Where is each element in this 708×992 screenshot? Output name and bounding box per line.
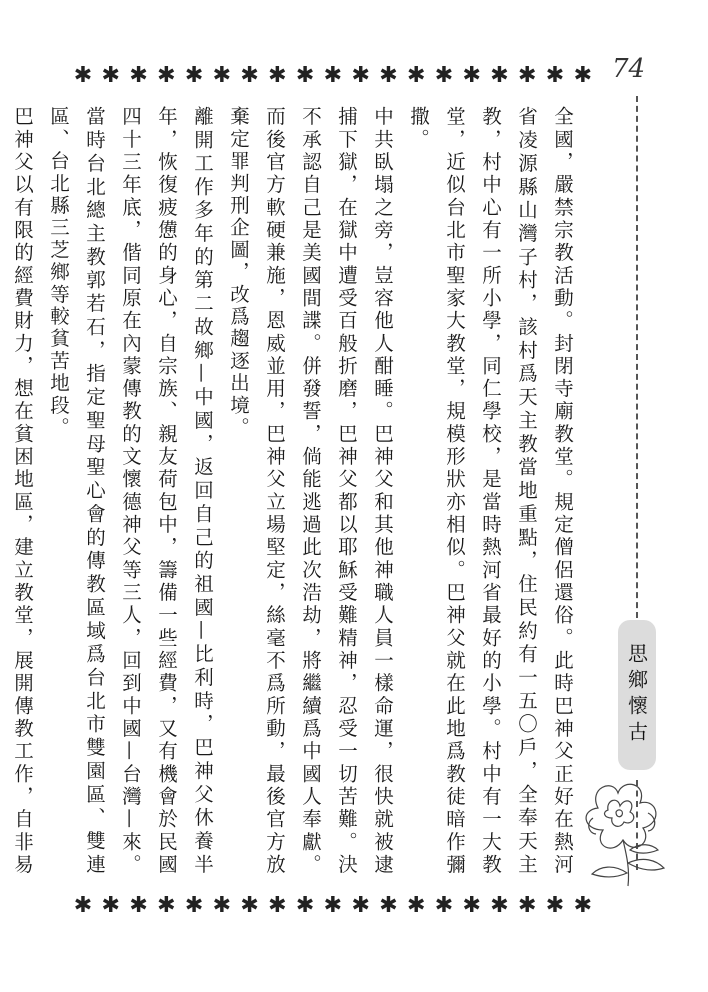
- asterisk-ornament-icon: ✱: [462, 893, 481, 918]
- asterisk-ornament-icon: ✱: [73, 63, 93, 88]
- asterisk-ornament-icon: ✱: [268, 63, 287, 88]
- asterisk-ornament-icon: ✱: [434, 893, 454, 918]
- asterisk-ornament-icon: ✱: [323, 63, 343, 88]
- paragraph: 中共臥塌之旁，豈容他人酣睡。巴神父和其他神職人員一樣命運，很快就被逮捕下獄，在獄中遭受百般折磨，巴神父都以耶穌受難精神，忍受一切苦難。決不承認自己是美國間諜。併發誓，倘能逃過此次浩劫，將繼續爲中國人奉獻。而後官方軟硬兼施，恩威並用，巴神父立場堅定，絲毫不爲所動，最後官方放棄定罪判刑企圖，改爲趨逐出境。: [227, 106, 394, 876]
- margin-dashed-rule-upper: [636, 96, 638, 618]
- asterisk-ornament-icon: ✱: [240, 893, 259, 918]
- paragraph: 全國，嚴禁宗教活動。封閉寺廟教堂。規定僧侶還俗。此時巴神父正好在熱河省凌源縣山灣子村，該村爲天主教當地重點，住民約有一五〇戶，全奉天主教，村中心有一所小學，同仁學校，是當時熱河省最好的小學。村中有一大教堂，近似台北市聖家大教堂，規模形狀亦相似。巴神父就在此地爲教徒暗作彌撒。: [407, 106, 574, 876]
- paragraph: 巴神父以有限的經費財力，想在貧困地區，建立教堂，展開傳教工作，自非易: [11, 106, 34, 876]
- asterisk-ornament-icon: ✱: [323, 893, 343, 918]
- asterisk-ornament-icon: ✱: [212, 63, 232, 88]
- asterisk-ornament-icon: ✱: [157, 893, 176, 918]
- asterisk-ornament-icon: ✱: [518, 893, 537, 918]
- peony-flower-icon: [568, 768, 678, 888]
- asterisk-ornament-icon: ✱: [406, 63, 426, 88]
- asterisk-ornament-icon: ✱: [212, 893, 232, 918]
- asterisk-ornament-icon: ✱: [434, 63, 454, 88]
- vertical-text-body: [11, 106, 580, 876]
- page-number: 74: [612, 54, 646, 84]
- asterisk-ornament-icon: ✱: [573, 63, 592, 88]
- asterisk-ornament-icon: ✱: [184, 893, 204, 918]
- section-tab-label: 思鄉懷古: [624, 643, 649, 747]
- asterisk-ornament-icon: ✱: [351, 63, 370, 88]
- asterisk-ornament-icon: ✱: [490, 63, 509, 88]
- asterisk-ornament-icon: ✱: [518, 63, 537, 88]
- asterisk-ornament-icon: ✱: [545, 893, 565, 918]
- asterisk-ornament-icon: ✱: [101, 893, 120, 918]
- asterisk-ornament-icon: ✱: [545, 63, 565, 88]
- top-ornament-border: [72, 62, 594, 90]
- asterisk-ornament-icon: ✱: [129, 893, 148, 918]
- section-tab: [618, 620, 656, 770]
- asterisk-ornament-icon: ✱: [240, 63, 259, 88]
- asterisk-ornament-icon: ✱: [73, 893, 93, 918]
- asterisk-ornament-icon: ✱: [573, 893, 592, 918]
- asterisk-ornament-icon: ✱: [184, 63, 204, 88]
- asterisk-ornament-icon: ✱: [157, 63, 176, 88]
- asterisk-ornament-icon: ✱: [295, 893, 315, 918]
- asterisk-ornament-icon: ✱: [295, 63, 315, 88]
- asterisk-ornament-icon: ✱: [406, 893, 426, 918]
- bottom-ornament-border: [72, 892, 594, 920]
- asterisk-ornament-icon: ✱: [129, 63, 148, 88]
- asterisk-ornament-icon: ✱: [268, 893, 287, 918]
- paragraph: 離開工作多年的第二故鄉—中國，返回自己的祖國—比利時，巴神父休養半年，恢復疲憊的身心，自宗族、親友荷包中，籌備一些經費，又有機會於民國四十三年底，偕同原在內蒙傳教的文懷德神父等三人，回到中國—台灣—來。當時台北總主教郭若石，指定聖母聖心會的傳教區域爲台北市雙園區、雙連區、台北縣三芝鄉等較貧苦地段。: [47, 106, 214, 876]
- asterisk-ornament-icon: ✱: [379, 63, 398, 88]
- asterisk-ornament-icon: ✱: [462, 63, 481, 88]
- asterisk-ornament-icon: ✱: [490, 893, 509, 918]
- asterisk-ornament-icon: ✱: [379, 893, 398, 918]
- asterisk-ornament-icon: ✱: [351, 893, 370, 918]
- asterisk-ornament-icon: ✱: [101, 63, 120, 88]
